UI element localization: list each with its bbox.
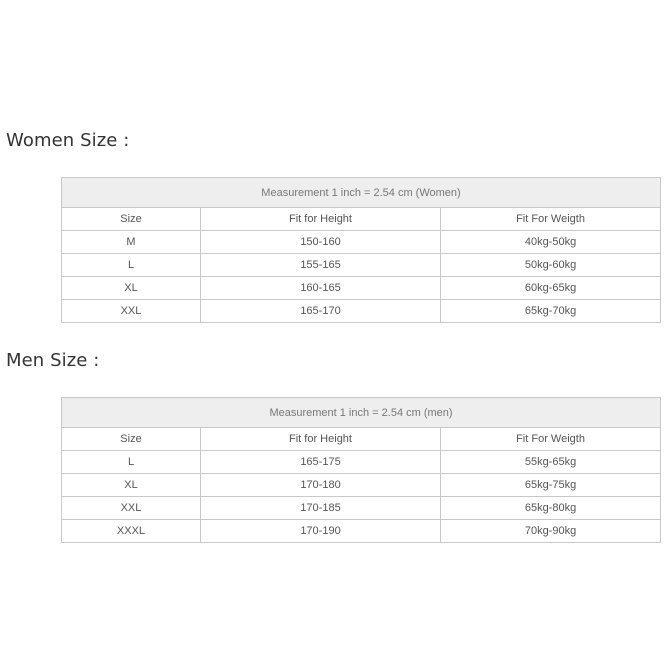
table-row	[62, 277, 661, 300]
column-header-height: Fit for Height	[201, 428, 441, 451]
table-header-row	[62, 208, 661, 231]
table-caption-row	[62, 398, 661, 428]
women-size-table	[61, 177, 661, 323]
column-header-weight: Fit For Weigth	[441, 428, 661, 451]
size-cell: XXXL	[62, 520, 201, 543]
weight-cell: 50kg-60kg	[441, 254, 661, 277]
table-row	[62, 497, 661, 520]
height-cell: 165-175	[201, 451, 441, 474]
men-table-caption: Measurement 1 inch = 2.54 cm (men)	[62, 398, 661, 428]
weight-cell: 65kg-75kg	[441, 474, 661, 497]
weight-cell: 60kg-65kg	[441, 277, 661, 300]
height-cell: 170-190	[201, 520, 441, 543]
height-cell: 165-170	[201, 300, 441, 323]
height-cell: 170-180	[201, 474, 441, 497]
table-header-row	[62, 428, 661, 451]
weight-cell: 65kg-70kg	[441, 300, 661, 323]
column-header-size: Size	[62, 428, 201, 451]
table-row	[62, 520, 661, 543]
height-cell: 155-165	[201, 254, 441, 277]
weight-cell: 70kg-90kg	[441, 520, 661, 543]
weight-cell: 40kg-50kg	[441, 231, 661, 254]
column-header-weight: Fit For Weigth	[441, 208, 661, 231]
size-cell: M	[62, 231, 201, 254]
table-caption-row	[62, 178, 661, 208]
size-cell: XXL	[62, 497, 201, 520]
table-row	[62, 451, 661, 474]
column-header-size: Size	[62, 208, 201, 231]
height-cell: 160-165	[201, 277, 441, 300]
women-table-caption: Measurement 1 inch = 2.54 cm (Women)	[62, 178, 661, 208]
weight-cell: 55kg-65kg	[441, 451, 661, 474]
weight-cell: 65kg-80kg	[441, 497, 661, 520]
table-row	[62, 474, 661, 497]
size-cell: L	[62, 451, 201, 474]
men-size-heading: Men Size :	[6, 350, 100, 371]
women-size-heading: Women Size :	[6, 130, 130, 151]
size-cell: L	[62, 254, 201, 277]
table-row	[62, 300, 661, 323]
men-size-table	[61, 397, 661, 543]
size-cell: XXL	[62, 300, 201, 323]
size-cell: XL	[62, 277, 201, 300]
table-row	[62, 254, 661, 277]
height-cell: 150-160	[201, 231, 441, 254]
size-cell: XL	[62, 474, 201, 497]
height-cell: 170-185	[201, 497, 441, 520]
table-row	[62, 231, 661, 254]
column-header-height: Fit for Height	[201, 208, 441, 231]
